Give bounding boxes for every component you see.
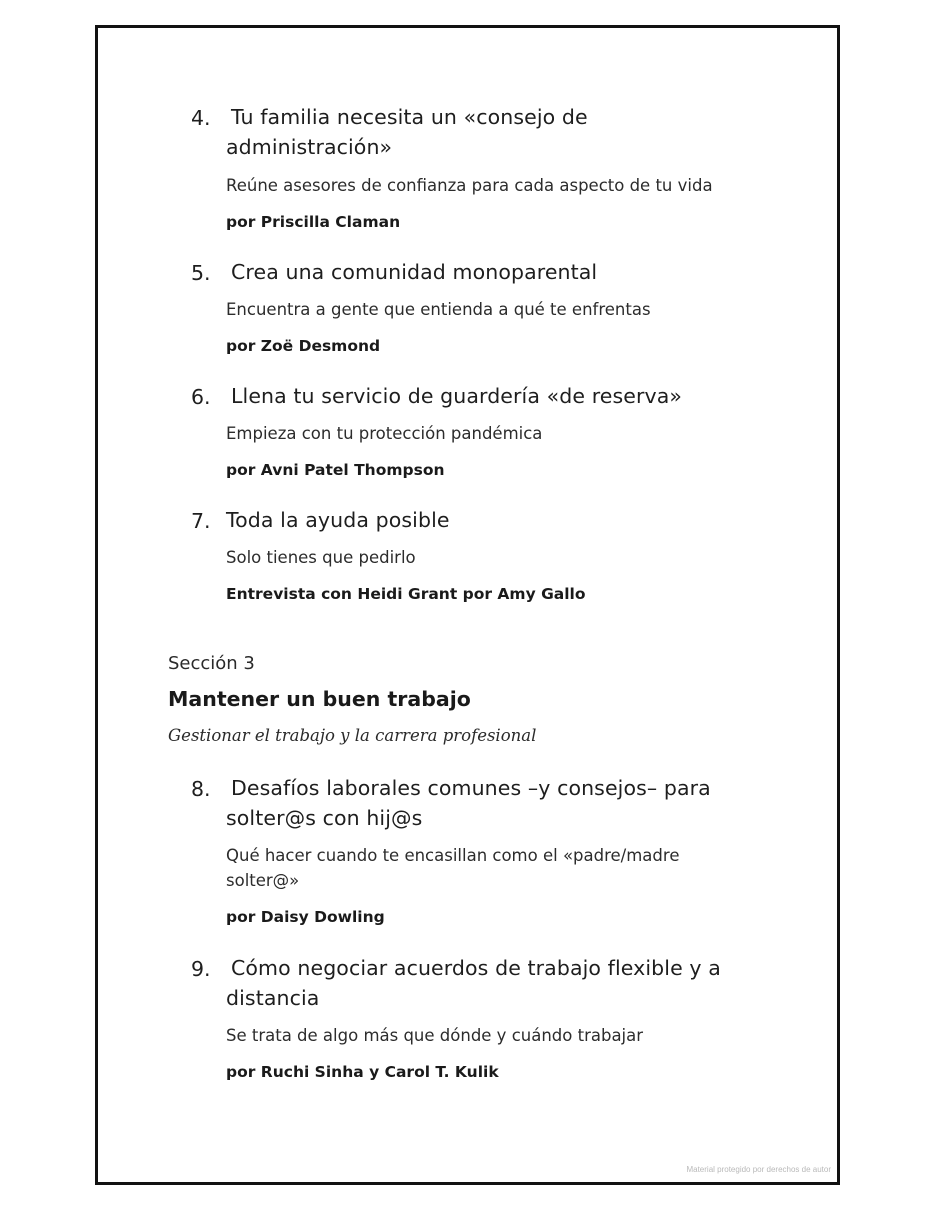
entry-title: Crea una comunidad monoparental	[231, 260, 598, 284]
entry-number: 8.	[191, 777, 211, 801]
entry-subtitle-cont: solter@»	[226, 871, 300, 890]
entry-subtitle: Encuentra a gente que entienda a qué te enfrentas	[226, 300, 651, 319]
entry-number: 9.	[191, 957, 211, 981]
entry-number: 5.	[191, 261, 211, 285]
entry-title: Cómo negociar acuerdos de trabajo flexible y a	[231, 956, 721, 980]
entry-author: Entrevista con Heidi Grant por Amy Gallo	[226, 585, 586, 603]
entry-subtitle: Solo tienes que pedirlo	[226, 548, 416, 567]
entry-title-cont: solter@s con hij@s	[226, 806, 423, 830]
entry-author: por Zoë Desmond	[226, 337, 381, 355]
entry-author: por Daisy Dowling	[226, 908, 385, 926]
copyright-watermark: Material protegido por derechos de autor	[686, 1165, 831, 1174]
entry-title: Desafíos laborales comunes –y consejos– para	[231, 776, 711, 800]
entry-subtitle: Empieza con tu protección pandémica	[226, 424, 543, 443]
entry-title-cont: administración»	[226, 135, 393, 159]
entry-title-cont: distancia	[226, 986, 320, 1010]
section-title: Mantener un buen trabajo	[168, 687, 471, 711]
entry-subtitle: Qué hacer cuando te encasillan como el «padre/madre	[226, 846, 680, 865]
entry-subtitle: Se trata de algo más que dónde y cuándo trabajar	[226, 1026, 644, 1045]
entry-author: por Priscilla Claman	[226, 213, 401, 231]
section-subtitle: Gestionar el trabajo y la carrera profesional	[168, 726, 537, 745]
entry-title: Toda la ayuda posible	[226, 508, 450, 532]
entry-title: Tu familia necesita un «consejo de	[231, 105, 588, 129]
section-label: Sección 3	[168, 653, 255, 674]
entry-author: por Avni Patel Thompson	[226, 461, 445, 479]
entry-number: 7.	[191, 509, 211, 533]
entry-title: Llena tu servicio de guardería «de reserva»	[231, 384, 683, 408]
entry-author: por Ruchi Sinha y Carol T. Kulik	[226, 1063, 499, 1081]
entry-number: 4.	[191, 106, 211, 130]
book-page	[95, 25, 840, 1185]
entry-number: 6.	[191, 385, 211, 409]
entry-subtitle: Reúne asesores de confianza para cada aspecto de tu vida	[226, 176, 713, 195]
